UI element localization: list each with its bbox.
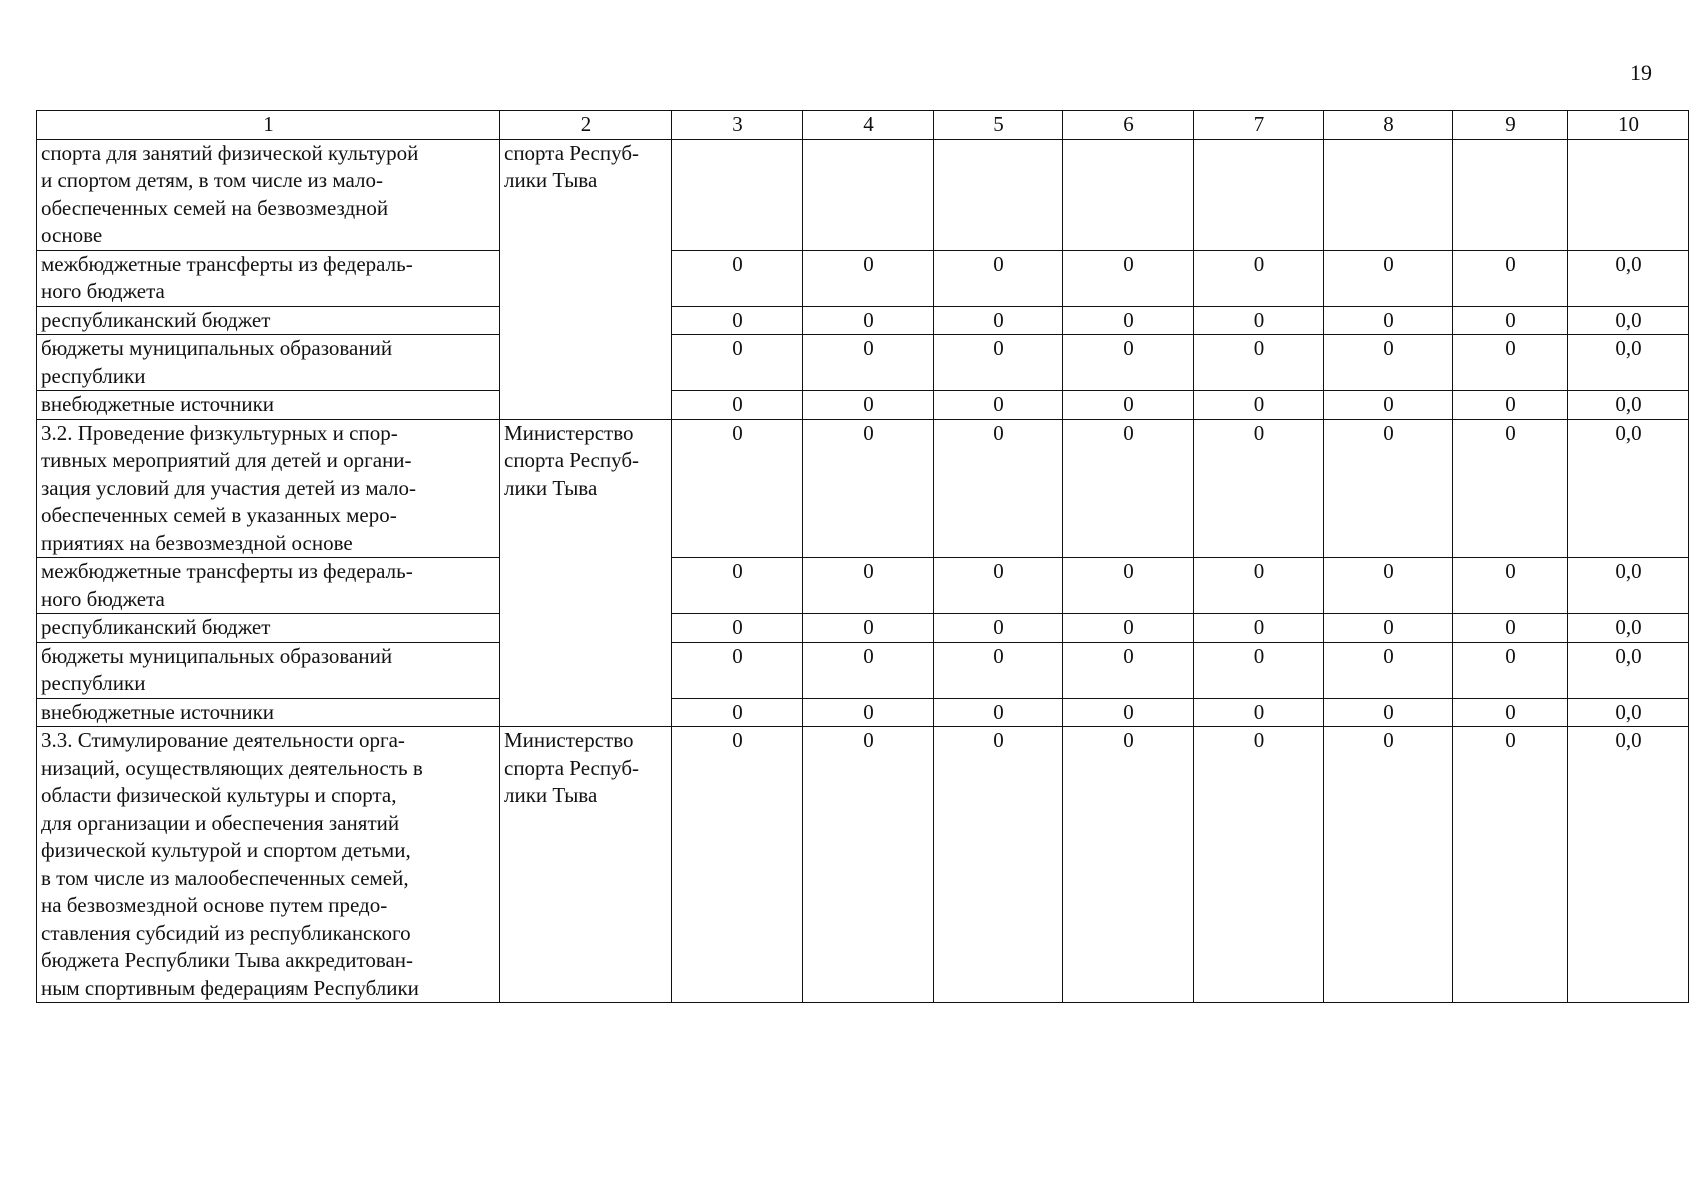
value-cell: 0 bbox=[1453, 306, 1568, 335]
column-header: 8 bbox=[1324, 111, 1453, 140]
value-cell bbox=[1324, 139, 1453, 250]
description-line: республики bbox=[41, 363, 146, 388]
value-cell: 0 bbox=[1194, 558, 1324, 614]
description-line: ным спортивным федерациям Республики bbox=[41, 975, 419, 1000]
table-row bbox=[37, 727, 1689, 1003]
value-cell: 0 bbox=[1324, 698, 1453, 727]
value-cell: 0 bbox=[672, 335, 803, 391]
column-header: 7 bbox=[1194, 111, 1324, 140]
value-cell: 0 bbox=[934, 335, 1063, 391]
description-line: основе bbox=[41, 223, 103, 247]
description-line: республики bbox=[41, 671, 146, 695]
value-cell: 0 bbox=[934, 419, 1063, 558]
value-cell: 0,0 bbox=[1568, 391, 1689, 420]
value-cell: 0 bbox=[1063, 419, 1194, 558]
description-cell bbox=[37, 335, 500, 391]
value-cell: 0 bbox=[1324, 250, 1453, 306]
description-line: бюджеты муниципальных образований bbox=[41, 643, 393, 668]
description-cell bbox=[37, 698, 500, 727]
value-cell: 0 bbox=[803, 727, 934, 1003]
table-row bbox=[37, 642, 1689, 698]
column-header: 10 bbox=[1568, 111, 1689, 140]
description-line: спорта для занятий физической культурой bbox=[41, 140, 419, 165]
table-row bbox=[37, 698, 1689, 727]
executor-line: спорта Респуб- bbox=[504, 448, 639, 472]
description-cell bbox=[37, 419, 500, 558]
value-cell: 0 bbox=[1063, 335, 1194, 391]
value-cell: 0 bbox=[803, 306, 934, 335]
budget-table bbox=[36, 110, 1689, 1003]
description-line: обеспеченных семей на безвозмездной bbox=[41, 195, 389, 220]
description-line: ного бюджета bbox=[41, 279, 165, 303]
value-cell bbox=[672, 139, 803, 250]
value-cell: 0 bbox=[1194, 727, 1324, 1003]
value-cell: 0 bbox=[934, 727, 1063, 1003]
value-cell: 0,0 bbox=[1568, 727, 1689, 1003]
value-cell: 0 bbox=[1453, 558, 1568, 614]
value-cell: 0 bbox=[803, 391, 934, 420]
description-cell bbox=[37, 558, 500, 614]
executor-line: лики Тыва bbox=[504, 168, 598, 192]
value-cell: 0 bbox=[1453, 391, 1568, 420]
value-cell: 0 bbox=[1453, 250, 1568, 306]
value-cell: 0 bbox=[1063, 250, 1194, 306]
description-line: в том числе из малообеспеченных семей, bbox=[41, 865, 409, 890]
description-cell bbox=[37, 250, 500, 306]
description-line: республиканский бюджет bbox=[41, 615, 271, 639]
value-cell: 0 bbox=[803, 250, 934, 306]
value-cell: 0 bbox=[1453, 335, 1568, 391]
description-line: тивных мероприятий для детей и органи- bbox=[41, 448, 412, 472]
description-cell bbox=[37, 391, 500, 420]
value-cell: 0,0 bbox=[1568, 642, 1689, 698]
column-header: 9 bbox=[1453, 111, 1568, 140]
table-row bbox=[37, 335, 1689, 391]
value-cell: 0 bbox=[1324, 419, 1453, 558]
value-cell: 0 bbox=[934, 614, 1063, 643]
description-line: межбюджетные трансферты из федераль- bbox=[41, 251, 413, 276]
page-number: 19 bbox=[1630, 60, 1652, 85]
executor-line: спорта Респуб- bbox=[504, 140, 639, 165]
value-cell: 0 bbox=[1324, 391, 1453, 420]
description-line: зация условий для участия детей из мало- bbox=[41, 475, 416, 500]
value-cell: 0 bbox=[1063, 614, 1194, 643]
description-cell bbox=[37, 727, 500, 1003]
value-cell: 0 bbox=[672, 727, 803, 1003]
description-line: низаций, осуществляющих деятельность в bbox=[41, 755, 423, 780]
value-cell: 0 bbox=[803, 698, 934, 727]
description-line: внебюджетные источники bbox=[41, 392, 275, 416]
table-row bbox=[37, 250, 1689, 306]
description-line: 3.2. Проведение физкультурных и спор- bbox=[41, 420, 398, 445]
value-cell: 0,0 bbox=[1568, 614, 1689, 643]
value-cell: 0 bbox=[1063, 698, 1194, 727]
value-cell: 0 bbox=[1324, 306, 1453, 335]
table-row bbox=[37, 419, 1689, 558]
value-cell: 0 bbox=[1324, 727, 1453, 1003]
description-line: ного бюджета bbox=[41, 586, 165, 611]
value-cell: 0 bbox=[1063, 391, 1194, 420]
column-header: 3 bbox=[672, 111, 803, 140]
value-cell: 0 bbox=[1063, 558, 1194, 614]
value-cell: 0 bbox=[1453, 698, 1568, 727]
description-line: обеспеченных семей в указанных меро- bbox=[41, 503, 397, 527]
value-cell: 0,0 bbox=[1568, 306, 1689, 335]
value-cell: 0 bbox=[672, 306, 803, 335]
value-cell: 0 bbox=[1194, 698, 1324, 727]
value-cell: 0 bbox=[803, 558, 934, 614]
value-cell: 0 bbox=[803, 335, 934, 391]
value-cell bbox=[1194, 139, 1324, 250]
value-cell: 0,0 bbox=[1568, 698, 1689, 727]
table-row bbox=[37, 391, 1689, 420]
value-cell: 0 bbox=[934, 558, 1063, 614]
value-cell: 0,0 bbox=[1568, 250, 1689, 306]
description-line: республиканский бюджет bbox=[41, 307, 271, 332]
value-cell: 0 bbox=[1453, 419, 1568, 558]
description-line: 3.3. Стимулирование деятельности орга- bbox=[41, 728, 405, 752]
value-cell bbox=[803, 139, 934, 250]
value-cell: 0,0 bbox=[1568, 558, 1689, 614]
executor-cell bbox=[500, 139, 672, 419]
executor-cell bbox=[500, 419, 672, 727]
value-cell: 0 bbox=[934, 250, 1063, 306]
description-line: приятиях на безвозмездной основе bbox=[41, 530, 353, 555]
value-cell: 0 bbox=[934, 642, 1063, 698]
value-cell: 0 bbox=[1453, 727, 1568, 1003]
executor-line: лики Тыва bbox=[504, 783, 598, 807]
value-cell: 0 bbox=[803, 642, 934, 698]
value-cell bbox=[1063, 139, 1194, 250]
value-cell: 0,0 bbox=[1568, 335, 1689, 391]
value-cell bbox=[934, 139, 1063, 250]
table-row bbox=[37, 306, 1689, 335]
description-cell bbox=[37, 306, 500, 335]
executor-line: спорта Респуб- bbox=[504, 755, 639, 780]
value-cell bbox=[1453, 139, 1568, 250]
executor-line: Министерство bbox=[504, 420, 634, 445]
description-cell bbox=[37, 139, 500, 250]
value-cell: 0 bbox=[1063, 727, 1194, 1003]
description-cell bbox=[37, 614, 500, 643]
description-line: бюджеты муниципальных образований bbox=[41, 336, 393, 360]
value-cell: 0 bbox=[934, 391, 1063, 420]
value-cell: 0 bbox=[672, 642, 803, 698]
column-header: 1 bbox=[37, 111, 500, 140]
executor-line: Министерство bbox=[504, 728, 634, 752]
column-header: 4 bbox=[803, 111, 934, 140]
description-line: бюджета Республики Тыва аккредитован- bbox=[41, 948, 414, 972]
value-cell: 0 bbox=[1453, 614, 1568, 643]
value-cell: 0 bbox=[934, 698, 1063, 727]
value-cell: 0 bbox=[1453, 642, 1568, 698]
description-line: области физической культуры и спорта, bbox=[41, 783, 397, 807]
value-cell: 0 bbox=[672, 391, 803, 420]
value-cell: 0 bbox=[672, 614, 803, 643]
value-cell: 0 bbox=[1324, 642, 1453, 698]
value-cell: 0 bbox=[1063, 306, 1194, 335]
value-cell: 0 bbox=[672, 698, 803, 727]
column-header: 6 bbox=[1063, 111, 1194, 140]
description-line: на безвозмездной основе путем предо- bbox=[41, 893, 388, 917]
value-cell: 0 bbox=[1324, 558, 1453, 614]
value-cell: 0 bbox=[934, 306, 1063, 335]
value-cell: 0 bbox=[672, 419, 803, 558]
value-cell: 0 bbox=[1324, 614, 1453, 643]
value-cell: 0 bbox=[1194, 250, 1324, 306]
column-header: 5 bbox=[934, 111, 1063, 140]
description-line: для организации и обеспечения занятий bbox=[41, 810, 400, 835]
value-cell: 0 bbox=[1194, 419, 1324, 558]
executor-cell bbox=[500, 727, 672, 1003]
description-line: и спортом детям, в том числе из мало- bbox=[41, 168, 383, 192]
value-cell: 0 bbox=[1194, 642, 1324, 698]
value-cell: 0 bbox=[803, 614, 934, 643]
value-cell: 0 bbox=[672, 250, 803, 306]
value-cell: 0 bbox=[1194, 335, 1324, 391]
value-cell: 0 bbox=[1324, 335, 1453, 391]
description-line: внебюджетные источники bbox=[41, 699, 275, 724]
description-line: физической культурой и спортом детьми, bbox=[41, 838, 411, 862]
column-header: 2 bbox=[500, 111, 672, 140]
table-row bbox=[37, 558, 1689, 614]
header-row bbox=[37, 111, 1689, 140]
value-cell bbox=[1568, 139, 1689, 250]
description-cell bbox=[37, 642, 500, 698]
description-line: межбюджетные трансферты из федераль- bbox=[41, 559, 413, 583]
value-cell: 0 bbox=[1194, 306, 1324, 335]
value-cell: 0,0 bbox=[1568, 419, 1689, 558]
table-row bbox=[37, 139, 1689, 250]
value-cell: 0 bbox=[1063, 642, 1194, 698]
value-cell: 0 bbox=[672, 558, 803, 614]
value-cell: 0 bbox=[803, 419, 934, 558]
value-cell: 0 bbox=[1194, 391, 1324, 420]
value-cell: 0 bbox=[1194, 614, 1324, 643]
executor-line: лики Тыва bbox=[504, 475, 598, 500]
description-line: ставления субсидий из республиканского bbox=[41, 920, 411, 945]
table-row bbox=[37, 614, 1689, 643]
